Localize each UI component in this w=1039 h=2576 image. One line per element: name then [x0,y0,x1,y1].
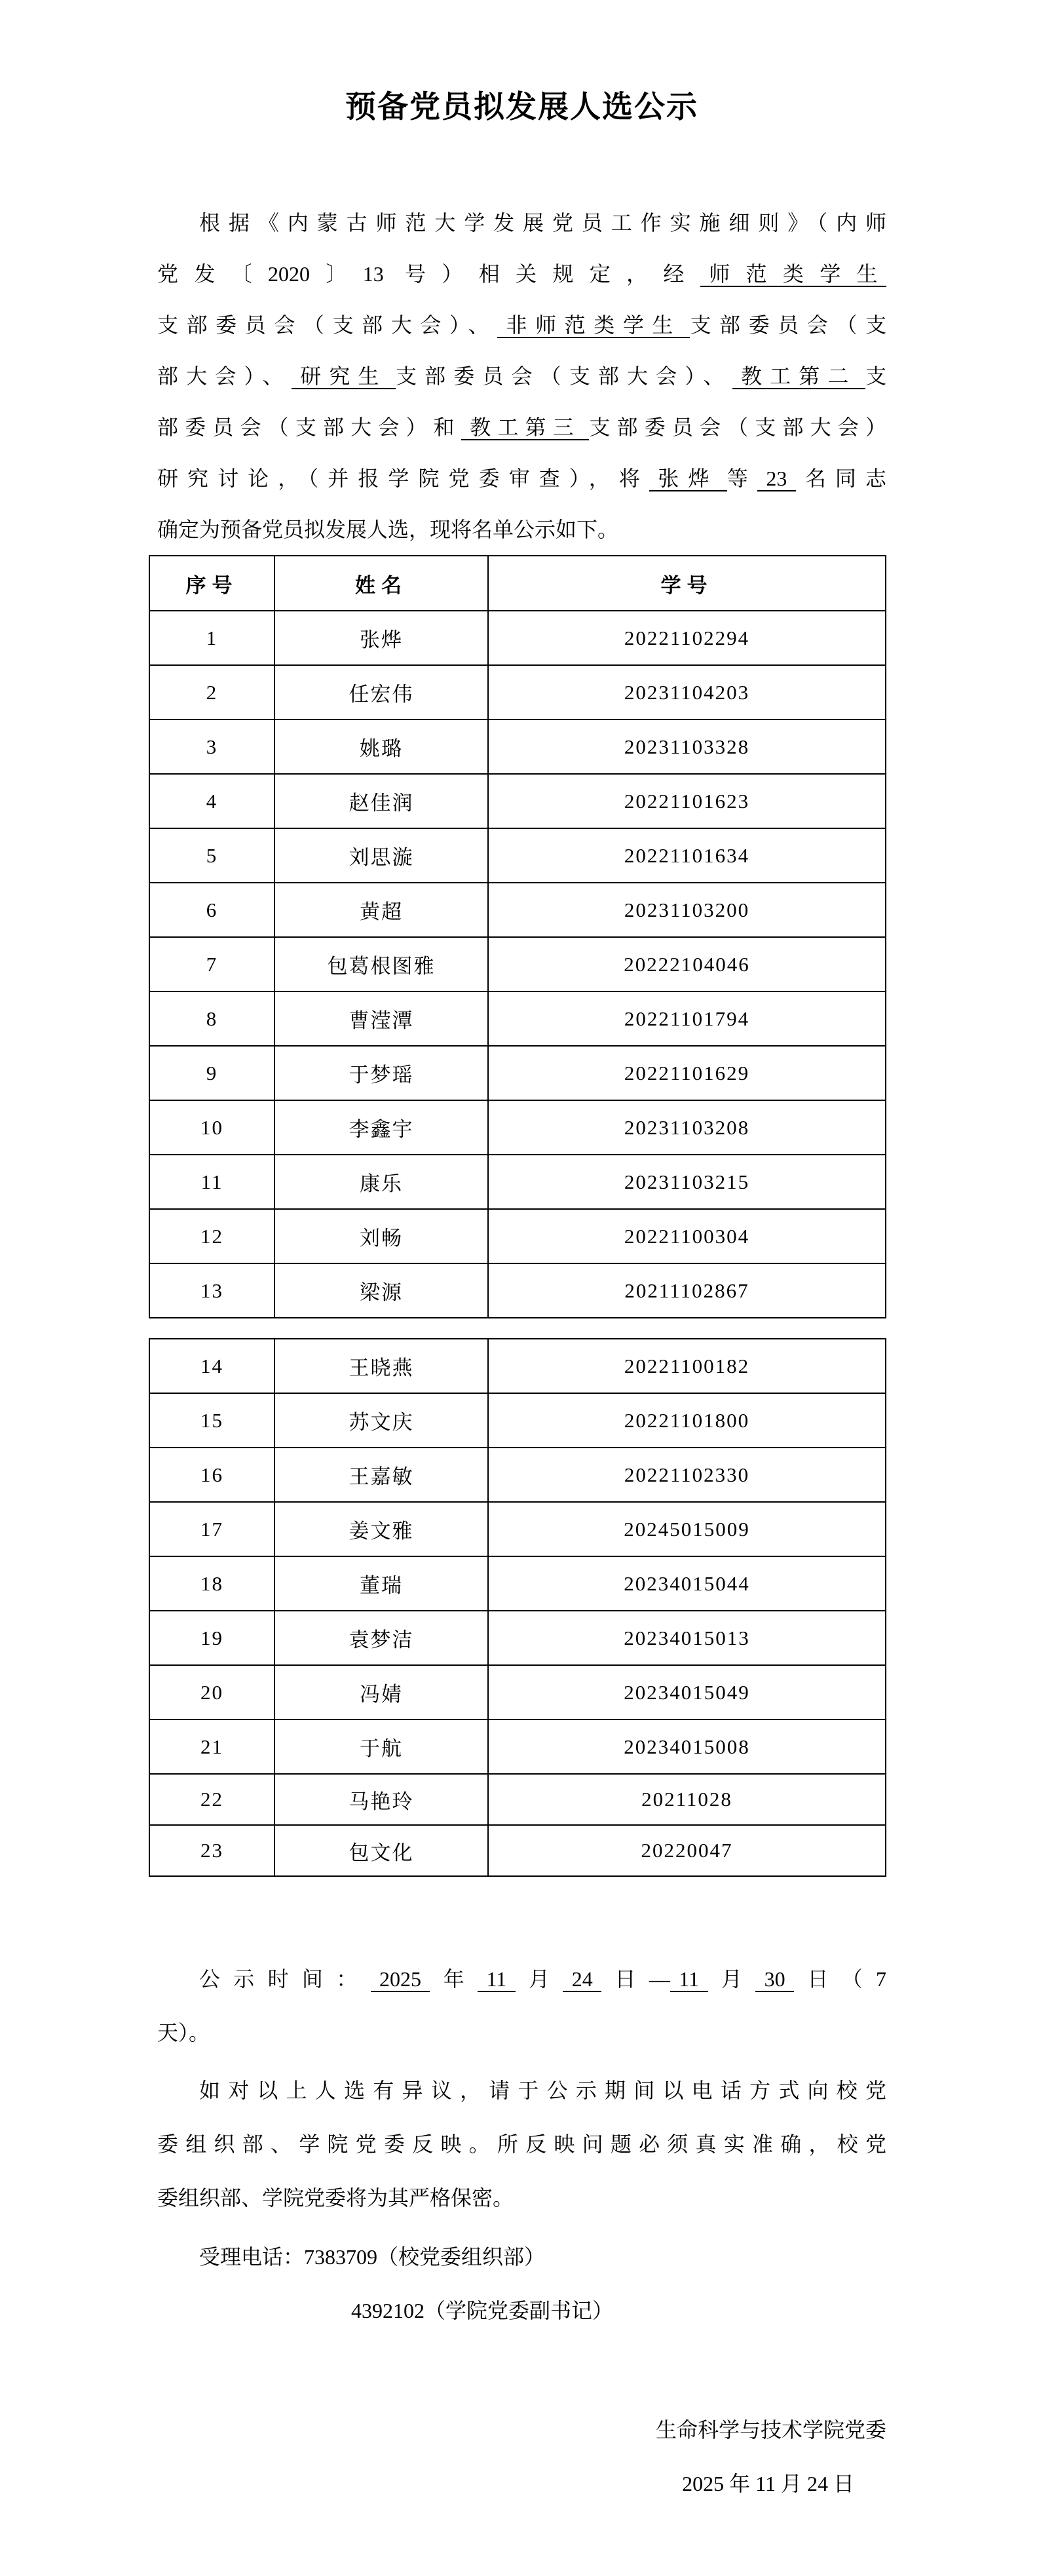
student-id-cell: 20234015044 [488,1556,886,1611]
row-number-cell: 5 [149,828,274,883]
name-cell: 冯婧 [274,1665,488,1720]
header-row [149,556,886,611]
notice-time-paragraph [157,1952,886,2060]
row-number-cell: 17 [149,1502,274,1556]
row-number-cell: 14 [149,1339,274,1393]
student-id-cell: 20221101800 [488,1393,886,1448]
underlined-blank: 非师范类学生 [497,313,690,338]
document-title: 预备党员拟发展人选公示 [345,90,698,125]
table-row [149,828,886,883]
phone-line-2: 4392102（学院党委副书记） [351,2299,614,2322]
row-number-cell: 8 [149,991,274,1046]
student-id-cell: 20234015008 [488,1720,886,1774]
table-row [149,1448,886,1502]
table-row [149,1155,886,1209]
row-number-cell: 22 [149,1774,274,1825]
table-row [149,1665,886,1720]
underlined-blank: 30 [755,1967,794,1992]
row-number-cell: 10 [149,1100,274,1155]
name-cell: 袁梦洁 [274,1611,488,1665]
table-row [149,1720,886,1774]
table-row [149,1046,886,1100]
table-row [149,1611,886,1665]
text-line: 如对以上人选有异议，请于公示期间以电话方式向校党 [199,2079,886,2102]
name-cell: 刘畅 [274,1209,488,1263]
text-segment: 日（7 [794,1967,886,1991]
roster-rows-1-13 [149,611,886,1318]
table-row [149,883,886,937]
student-id-cell: 20234015013 [488,1611,886,1665]
underlined-blank: 11 [670,1967,708,1992]
text-segment: 月 [708,1967,756,1991]
student-id-cell: 20221102330 [488,1448,886,1502]
text-segment: 部大会）、 [157,364,292,388]
text-segment: 年 [430,1967,478,1991]
underlined-blank: 教工第三 [461,415,590,440]
text-line [157,402,886,453]
row-number-cell: 4 [149,774,274,828]
row-number-cell: 12 [149,1209,274,1263]
name-cell: 梁源 [274,1263,488,1318]
row-number-cell: 1 [149,611,274,665]
student-id-cell: 20221100182 [488,1339,886,1393]
table-row [149,774,886,828]
name-cell: 包文化 [274,1825,488,1876]
text-line [157,351,886,402]
phone-section [157,2230,886,2337]
name-cell: 包葛根图雅 [274,937,488,991]
row-number-cell: 2 [149,665,274,720]
table-row [149,1100,886,1155]
student-id-cell: 20221101794 [488,991,886,1046]
underlined-blank: 11 [478,1967,516,1992]
phone-line-1: 受理电话：7383709（校党委组织部） [199,2245,546,2269]
underlined-blank: 24 [563,1967,601,1992]
name-cell: 李鑫宇 [274,1100,488,1155]
row-number-cell: 15 [149,1393,274,1448]
table-row [149,1263,886,1318]
student-id-cell: 20221102294 [488,611,886,665]
name-cell: 王晓燕 [274,1339,488,1393]
underlined-blank: 教工第二 [732,364,865,389]
text-line [157,197,886,248]
table-row [149,1393,886,1448]
text-line: 委组织部、学院党委反映。所反映问题必须真实准确，校党 [157,2132,886,2156]
student-id-cell: 20245015009 [488,1502,886,1556]
text-segment: 支部委员会（支部大会）、 [395,364,732,388]
roster-table-part-2 [149,1338,886,1877]
text-line [157,1952,886,2006]
name-cell: 曹滢潭 [274,991,488,1046]
row-number-cell: 11 [149,1155,274,1209]
text-line [157,504,886,555]
name-cell: 董瑞 [274,1556,488,1611]
row-number-cell: 6 [149,883,274,937]
student-id-cell: 20211028 [488,1774,886,1825]
name-cell: 赵佳润 [274,774,488,828]
text-segment: 支 [865,364,886,388]
table-row [149,611,886,665]
row-number-cell: 3 [149,720,274,774]
text-line [157,299,886,351]
name-cell: 于航 [274,1720,488,1774]
signature-block [157,2403,886,2510]
student-id-cell: 20231104203 [488,665,886,720]
row-number-cell: 23 [149,1825,274,1876]
student-id-cell: 20231103215 [488,1155,886,1209]
roster-rows-14-23 [149,1339,886,1876]
student-id-cell: 20211102867 [488,1263,886,1318]
underlined-blank: 张烨 [649,467,727,491]
table-row [149,1502,886,1556]
student-id-cell: 20221101629 [488,1046,886,1100]
text-line: 天）。 [157,2021,210,2045]
name-cell: 王嘉敏 [274,1448,488,1502]
student-id-cell: 20221101634 [488,828,886,883]
underlined-blank: 研究生 [292,364,396,389]
student-id-cell: 20231103328 [488,720,886,774]
text-segment: 部委员会（支部大会）和 [157,415,461,439]
text-segment: 等 [727,467,757,490]
name-cell: 任宏伟 [274,665,488,720]
roster-table-part-1 [149,555,886,1318]
row-number-cell: 21 [149,1720,274,1774]
underlined-blank: 23 [757,467,796,491]
text-segment: 支部委员会（支部大会） [589,415,886,439]
table-row [149,665,886,720]
row-number-cell: 16 [149,1448,274,1502]
text-segment: 日— [601,1967,670,1991]
underlined-blank: 师范类学生 [700,262,886,287]
table-row [149,1556,886,1611]
name-cell: 于梦瑶 [274,1046,488,1100]
text-segment: 支部委员会（支部大会）、 [157,313,498,337]
table-row [149,1825,886,1876]
row-number-cell: 20 [149,1665,274,1720]
table-row [149,1339,886,1393]
underlined-blank: 2025 [371,1967,430,1992]
text-line [157,453,886,504]
text-segment: 公示时间： [199,1967,371,1991]
signature-org: 生命科学与技术学院党委 [655,2418,886,2442]
signature-date: 2025 年 11 月 24 日 [682,2472,854,2495]
header-cell-name: 姓名 [274,556,488,611]
name-cell: 姚璐 [274,720,488,774]
text-segment: 根据《内蒙古师范大学发展党员工作实施细则》（内师 [199,211,886,235]
text-segment: 研究讨论，（并报学院党委审查），将 [157,467,649,490]
row-number-cell: 9 [149,1046,274,1100]
table-row [149,1774,886,1825]
text-segment: 确定为预备党员拟发展人选，现将名单公示如下。 [157,518,619,541]
name-cell: 姜文雅 [274,1502,488,1556]
objection-paragraph [157,2064,886,2225]
text-segment: 月 [515,1967,563,1991]
row-number-cell: 13 [149,1263,274,1318]
name-cell: 黄超 [274,883,488,937]
name-cell: 康乐 [274,1155,488,1209]
header-cell-index: 序号 [149,556,274,611]
row-number-cell: 18 [149,1556,274,1611]
row-number-cell: 19 [149,1611,274,1665]
table-row [149,991,886,1046]
name-cell: 张烨 [274,611,488,665]
row-number-cell: 7 [149,937,274,991]
table-row [149,720,886,774]
text-line [157,248,886,299]
roster-table-header [149,556,886,611]
text-segment: 支部委员会（支 [690,313,886,337]
text-segment: 名同志 [795,467,886,490]
student-id-cell: 20222104046 [488,937,886,991]
name-cell: 苏文庆 [274,1393,488,1448]
name-cell: 马艳玲 [274,1774,488,1825]
text-segment: 党发〔2020〕13 号）相关规定，经 [157,262,700,286]
student-id-cell: 20234015049 [488,1665,886,1720]
table-row [149,937,886,991]
student-id-cell: 20231103208 [488,1100,886,1155]
student-id-cell: 20231103200 [488,883,886,937]
text-line: 委组织部、学院党委将为其严格保密。 [157,2186,514,2210]
name-cell: 刘思漩 [274,828,488,883]
student-id-cell: 20221100304 [488,1209,886,1263]
header-cell-student-id: 学号 [488,556,886,611]
student-id-cell: 20220047 [488,1825,886,1876]
intro-paragraph [157,197,886,555]
student-id-cell: 20221101623 [488,774,886,828]
table-row [149,1209,886,1263]
